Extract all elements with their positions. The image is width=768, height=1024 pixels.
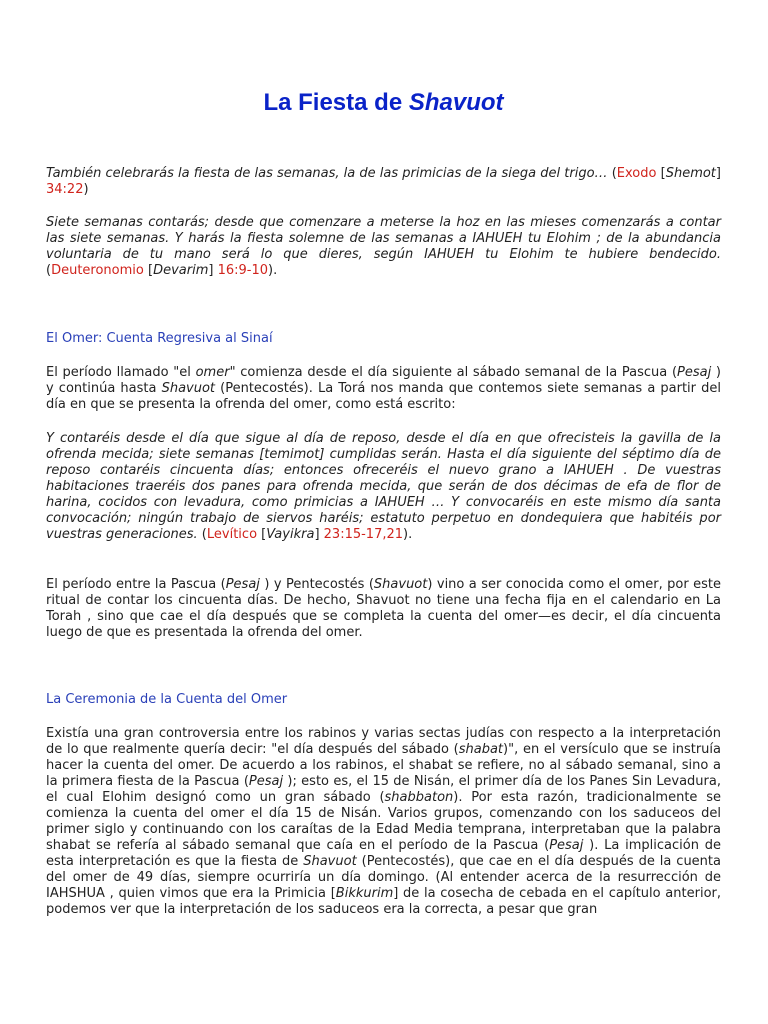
- page-title: [46, 88, 721, 118]
- scripture-paragraph-levitico: Y contaréis desde el día que sigue al día de reposo, desde el día en que ofrecisteis la gavilla de la ofrenda mecida; siete semanas [temimot] cumplidas serán. Hasta el día siguiente del séptimo día de reposo contaréis cincuenta días; entonces ofreceréis el nuevo grano a IAHUEH . De vuestras habitaciones traeréis dos panes para ofrenda mecida, que serán de dos décimas de efa de flor de harina, cocidos con levadura, como primicias a IAHUEH … Y convocaréis en este mismo día santa convocación; ningún trabajo de siervos haréis; estatuto perpetuo en dondequiera que habitéis por vuestras generaciones. (Levítico [Vayikra] 23:15-17,21).: [46, 431, 721, 542]
- text: ); esto es, el 15 de Nisán, el primer día de los Panes Sin Levadura, el cual Elohim designó como un gran sábado (: [46, 774, 721, 805]
- text: ) y Pentecostés (: [259, 577, 374, 592]
- text: Existía una gran controversia entre los rabinos y varias sectas judías con respecto a la interpretación de lo que realmente quería decir: "el día después del sábado (: [46, 726, 721, 757]
- text: )", en el versículo que se instruía hacer la cuenta del omer. De acuerdo a los rabinos, el shabat se refiere, no al sábado semanal, sino a la primera fiesta de la Pascua (: [46, 742, 721, 789]
- body-paragraph-omer: [46, 365, 721, 413]
- hebrew-book-name: Vayikra: [266, 527, 315, 542]
- paren-open: (: [607, 166, 617, 181]
- text: (Pentecostés), que cae en el día después de la cuenta del omer de 49 días, siempre ocurriría un día domingo. (Al entender acerca de la resurrección de IAHSHUA , quien vimos que era la Primicia [: [46, 854, 721, 901]
- body-paragraph-controversia: [46, 726, 721, 918]
- paren-open: (: [197, 527, 207, 542]
- text: " comienza desde el día siguiente al sábado semanal de la Pascua (: [229, 365, 678, 380]
- italic-term: shabbaton: [384, 790, 454, 805]
- scripture-quote: Y contaréis desde el día que sigue al día de reposo, desde el día en que ofrecisteis la gavilla de la ofrenda mecida; siete semanas [temimot] cumplidas serán. Hasta el día siguiente del séptimo día de reposo contaréis cincuenta días; entonces ofreceréis el nuevo grano a IAHUEH . De vuestras habitaciones traeréis dos panes para ofrenda mecida, que serán de dos décimas de efa de flor de harina, cocidos con levadura, como primicias a IAHUEH … Y convocaréis en este mismo día santa convocación; ningún trabajo de siervos haréis; estatuto perpetuo en dondequiera que habitéis por vuestras generaciones.: [46, 431, 721, 542]
- paren-open: (: [46, 263, 52, 278]
- verse-link[interactable]: 23:15-17,21: [323, 527, 404, 542]
- paren-close: ): [83, 182, 89, 197]
- text: El período llamado "el: [46, 365, 196, 380]
- scripture-paragraph-exodo: También celebrarás la fiesta de las semanas, la de las primicias de la siega del trigo… (Exodo [Shemot] 34:22): [46, 166, 721, 197]
- text: ). La implicación de esta interpretación es que la fiesta de: [46, 838, 722, 869]
- book-link-exodo[interactable]: Exodo: [616, 166, 657, 181]
- hebrew-book-name: Shemot: [665, 166, 716, 181]
- text: ) y continúa hasta: [46, 365, 721, 396]
- title-text: La Fiesta de: [263, 89, 403, 116]
- scripture-quote: También celebrarás la fiesta de las semanas, la de las primicias de la siega del trigo…: [46, 166, 608, 181]
- text: (Pentecostés). La Torá nos manda que contemos siete semanas a partir del día en que se presenta la ofrenda del omer, como está escrito:: [46, 381, 721, 412]
- text: El período entre la Pascua (: [46, 577, 226, 592]
- scripture-paragraph-deuteronomio: Siete semanas contarás; desde que comenzare a meterse la hoz en las mieses comenzarás a contar las siete semanas. Y harás la fiesta solemne de las semanas a IAHUEH tu Elohim ; de la abundancia voluntaria de tu mano será lo que dieres, según IAHUEH tu Elohim te hubiere bendecido. (Deuteronomio [Devarim] 16:9-10).: [46, 215, 721, 278]
- scripture-quote: Siete semanas contarás; desde que comenzare a meterse la hoz en las mieses comenzarás a contar las siete semanas. Y harás la fiesta solemne de las semanas a IAHUEH tu Elohim ; de la abundancia voluntaria de tu mano será lo que dieres, según IAHUEH tu Elohim te hubiere bendecido.: [46, 215, 721, 262]
- verse-link[interactable]: 16:9-10: [217, 263, 269, 278]
- body-paragraph-periodo: [46, 577, 721, 641]
- italic-term: Pesaj: [225, 577, 260, 592]
- text: ) vino a ser conocida como el omer, por este ritual de contar los cincuenta días. De hecho, Shavuot no tiene una fecha fija en el calendario en La Torah , sino que cae el día después que se completa la cuenta del omer—es decir, el día cincuenta luego de que es presentada la ofrenda del omer.: [46, 577, 721, 640]
- italic-term: Pesaj: [677, 365, 712, 380]
- hebrew-book-name: Devarim: [153, 263, 209, 278]
- italic-term: Pesaj: [248, 774, 284, 789]
- section-heading-ceremonia: La Ceremonia de la Cuenta del Omer: [46, 692, 288, 707]
- paren-close: ).: [268, 263, 278, 278]
- italic-term: Pesaj: [549, 838, 584, 853]
- italic-term: omer: [195, 365, 230, 380]
- italic-term: shabat: [458, 742, 504, 757]
- italic-term: Shavuot: [303, 854, 357, 869]
- italic-term: Bikkurim: [335, 886, 394, 901]
- section-heading-omer: El Omer: Cuenta Regresiva al Sinaí: [46, 331, 273, 346]
- text: ] de la cosecha de cebada en el capítulo anterior, podemos ver que la interpretación de los saduceos era la correcta, a pesar que gran: [46, 886, 721, 917]
- text: ). Por esta razón, tradicionalmente se comienza la cuenta del omer el día 15 de Nisán. Varios grupos, comenzando con los saduceos del primer siglo y continuando con los caraítas de la Edad Media temprana, interpretaban que la palabra shabat se refería al sábado semanal que caía en el período de la Pascua (: [46, 790, 721, 853]
- book-link-deuteronomio[interactable]: Deuteronomio: [51, 263, 144, 278]
- title-emphasis: Shavuot: [408, 89, 504, 116]
- paren-close: ).: [403, 527, 413, 542]
- book-link-levitico[interactable]: Levítico: [206, 527, 258, 542]
- italic-term: Shavuot: [373, 577, 428, 592]
- verse-link[interactable]: 34:22: [46, 182, 84, 197]
- italic-term: Shavuot: [161, 381, 216, 396]
